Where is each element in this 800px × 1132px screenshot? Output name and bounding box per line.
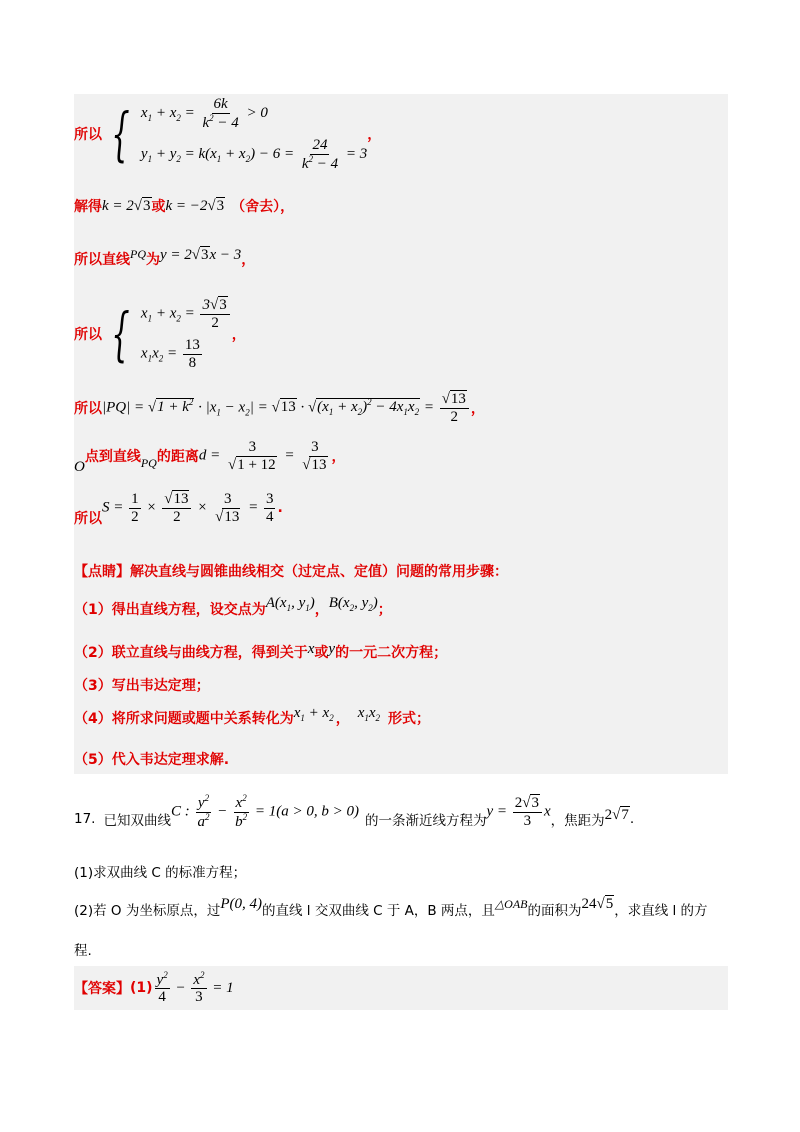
problem-text-two: 的一条渐近线方程为: [364, 813, 487, 829]
tip-step-two-text: （2）联立直线与曲线方程，得到关于: [74, 645, 308, 661]
huo-label: 或: [151, 199, 166, 215]
suoyi-label: 所以: [74, 401, 102, 417]
focal-length: 2√7: [604, 806, 629, 823]
left-brace: {: [111, 100, 130, 168]
tip-step-four: [74, 704, 430, 732]
question-two-text-d: ，求直线 l 的方: [614, 903, 708, 919]
line-pq-prefix: 所以直线: [74, 252, 130, 268]
var-x: x: [307, 640, 315, 657]
problem-number: 17.: [74, 811, 96, 827]
tip-step-one-end: ；: [377, 602, 392, 618]
k-solution-row: [74, 194, 294, 218]
point-b: $B(x_2$, $y_2$): [328, 595, 378, 613]
triangle-oab: △OAB: [494, 896, 528, 911]
area-row: [74, 486, 283, 530]
problem-text-one: 已知双曲线: [103, 813, 171, 829]
system-one-eq2: $y_1 + y_2 = k(x_1 + x_2) - 6$ = $\frac{24}{k^2 - 4}$ = 3: [140, 137, 368, 172]
question-one: (1)求双曲线 C 的标准方程；: [74, 865, 247, 881]
comma: ，: [367, 127, 382, 143]
comma: ，: [231, 327, 246, 343]
question-two-text-b: 的直线 l 交双曲线 C 于 A，B 两点，且: [262, 903, 495, 919]
line-equation: y = 2√3x − 3: [160, 246, 242, 263]
point-a: $A(x_1$, $y_1$): [265, 595, 315, 613]
area-value: 24√5: [581, 895, 614, 912]
hyperbola-equation: C : $\frac{y^2}{a^2}$ − $\frac{x^2}{b^2}$ = 1(a > 0, b > 0): [170, 793, 359, 830]
question-two: [74, 894, 708, 924]
area-equation: S = $\frac{1}{2}$ × $\frac{√13}{2}$ × $\frac{3}{√13}$ = $\frac{3}{4}$: [102, 491, 274, 525]
line-pq-row: [74, 246, 255, 272]
left-brace: {: [111, 300, 130, 368]
system-two-equations: [141, 297, 232, 371]
var-y: y: [328, 640, 336, 657]
pq-length-row: [74, 386, 485, 430]
system-two-eq2: $x_1x_2$ = $\frac{13}{8}$: [140, 337, 200, 371]
distance-row: [74, 436, 346, 476]
suoyi-label: 所以: [74, 327, 102, 343]
answer-row: [74, 970, 234, 1006]
tip-step-one: [74, 596, 392, 622]
tip-step-two: [74, 640, 447, 664]
wei-label: 为: [146, 252, 160, 268]
huo-label: 或: [314, 645, 329, 661]
k-value-two: k = −2√3: [165, 197, 225, 214]
answer-label: 【答案】: [74, 981, 130, 997]
tip-step-four-text: （4）将所求问题或题中关系转化为: [74, 711, 294, 727]
comma: ，: [331, 449, 346, 465]
system-one-eq1: $x_1 + x_2$ = $\frac{6k}{k^2 - 4}$ > 0: [140, 96, 268, 131]
sum-x: $x_1 + x_2$: [293, 705, 334, 723]
o-symbol: O: [74, 458, 85, 475]
asymptote-equation: y = $\frac{2√3}{3}$ x: [486, 795, 551, 829]
suoyi-label: 所以: [74, 127, 102, 143]
tip-step-four-end: 形式；: [388, 711, 431, 727]
question-two-continued: 程.: [74, 943, 92, 959]
comma: ，: [241, 252, 256, 268]
tip-step-one-text: （1）得出直线方程，设交点为: [74, 602, 266, 618]
system-one-equations: [141, 96, 367, 172]
tip-title: 【点睛】解决直线与圆锥曲线相交（过定点、定值）问题的常用步骤：: [74, 564, 508, 580]
distance-text-two: 的距离: [156, 449, 199, 465]
problem-17-statement: [74, 793, 635, 842]
question-two-text-a: (2)若 O 为坐标原点，过: [74, 903, 221, 919]
tip-step-three: （3）写出韦达定理；: [74, 678, 210, 694]
pq-symbol: PQ: [140, 455, 157, 470]
product-x: $x_1x_2$: [357, 705, 381, 723]
system-one-row: [74, 96, 381, 172]
tip-step-two-end: 的一元二次方程；: [335, 645, 448, 661]
system-two-eq1: $x_1 + x_2$ = $\frac{3√3}{2}$: [141, 297, 232, 331]
distance-text-one: 点到直线: [84, 449, 141, 465]
jiede-label: 解得: [74, 199, 102, 215]
comma: ，: [470, 401, 485, 417]
pq-length-equation: $|PQ| = √1 + k^2 \cdot |x_1 - x_2| = √13 \cdot √(x_1 + x_2)^2 - 4x_1x_2$ = $\frac{√13}{2}$: [102, 391, 471, 425]
pq-symbol: PQ: [130, 246, 146, 261]
k-value-one: k = 2√3: [102, 197, 151, 214]
point-p: P(0, 4): [220, 895, 262, 912]
suoyi-label: 所以: [74, 511, 102, 527]
answer-equation: $\frac{y^2}{4}$ − $\frac{x^2}{3}$ = 1: [156, 969, 234, 1005]
comma: ，: [335, 711, 350, 727]
question-two-text-c: 的面积为: [527, 903, 582, 919]
sheqv-label: （舍去），: [231, 199, 295, 215]
distance-equation: d = $\frac{3}{√1 + 12}$ = $\frac{3}{√13}$: [198, 439, 327, 473]
period: .: [277, 500, 283, 516]
problem-text-four: .: [629, 811, 635, 827]
answer-part: (1): [130, 980, 153, 996]
problem-text-three: ，焦距为: [550, 813, 605, 829]
tip-step-five: （5）代入韦达定理求解.: [74, 752, 230, 768]
system-two-row: [74, 294, 246, 374]
comma: ，: [314, 602, 329, 618]
